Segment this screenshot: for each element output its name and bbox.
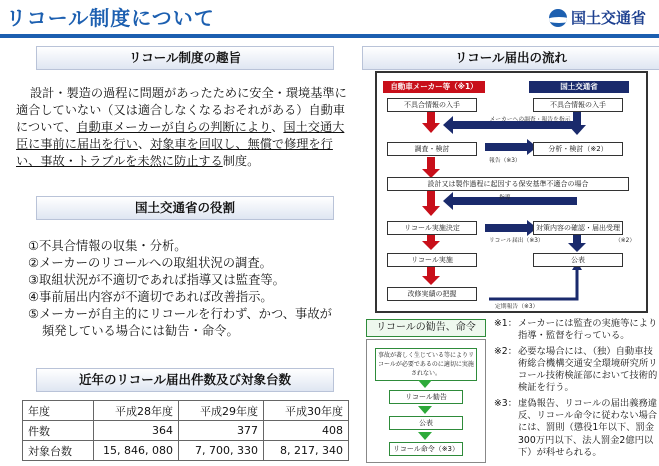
- role-item: ⑤メーカーが自主的にリコールを行わず、かつ、事故が: [28, 307, 332, 321]
- purpose-text: [16, 85, 356, 170]
- recall-flow-diagram: [375, 71, 648, 313]
- flow-step-maker: 調査・検討: [387, 142, 477, 156]
- down-arrow-icon: [568, 234, 586, 252]
- purpose-segment: 、: [271, 120, 284, 134]
- role-item: 頻発している場合には勧告・命令。: [42, 324, 239, 338]
- right-arrow-icon: [485, 220, 537, 236]
- table-cell: 377: [179, 421, 264, 441]
- purpose-heading: リコール制度の趣旨: [36, 46, 334, 70]
- down-arrow-icon: [422, 190, 440, 216]
- purpose-segment: 設計・製造の過程に問題があったために安全・環境基準に適合していない（又は適合しなくなるおそれがある）自動車について、: [16, 86, 347, 134]
- table-row: [23, 421, 349, 441]
- table-cell: 対象台数: [23, 441, 94, 461]
- report-label: 報告（※3）: [489, 158, 521, 164]
- instruct-label: メーカーへの調査・報告を指示: [489, 117, 571, 123]
- mlit-logo: [549, 7, 646, 28]
- flow-step-maker: リコール実施決定: [387, 221, 477, 235]
- purpose-emphasis: 自動車メーカーが自らの判断により: [76, 120, 272, 134]
- flow-step-maker-wide: 設計又は製作過程に起因する保安基準不適合の場合: [387, 177, 629, 191]
- roles-heading: 国土交通省の役割: [36, 196, 334, 220]
- table-cell: 件数: [23, 421, 94, 441]
- purpose-segment: 制度。: [222, 154, 260, 168]
- purpose-emphasis: 対象車を回収し、無償で修理を行い、事故・トラブルを未然に防止する: [16, 137, 333, 168]
- down-arrow-icon: [418, 406, 432, 414]
- page-title: リコール制度について: [6, 6, 215, 30]
- footnote-text: 必要な場合には、（独）自動車技術総合機構交通安全環境研究所リコール技術検証部において技術的検証を行う。: [518, 345, 658, 394]
- table-header-row: [23, 401, 349, 421]
- recall-report-label: リコール届出（※3）: [489, 238, 544, 244]
- footnote-text: メーカーには監査の実施等により指導・監督を行っている。: [518, 318, 658, 342]
- footnote: [494, 398, 658, 459]
- maker-column-header: 自動車メーカー等（※1）: [383, 81, 485, 93]
- footnote: [494, 346, 658, 395]
- table-header-cell: 平成28年度: [94, 401, 179, 421]
- footnote-mark: ※3：: [494, 397, 518, 409]
- guidance-label: 指導: [499, 195, 511, 201]
- purpose-segment: 、: [137, 137, 151, 151]
- table-header-cell: 平成30年度: [264, 401, 349, 421]
- table-row: [23, 441, 349, 461]
- down-arrow-icon: [422, 157, 440, 178]
- role-item: ③取組状況が不適切であれば指導又は監査等。: [28, 273, 285, 287]
- order-diagram: [366, 339, 486, 463]
- table-header-cell: 平成29年度: [179, 401, 264, 421]
- footnote-text: 虚偽報告、リコールの届出義務違反、リコール命令に従わない場合には、罰則（懲役1年以下、罰金300万円以下、法人罰金2億円以下）が科せられる。: [518, 397, 658, 458]
- mlit-logo-icon: [549, 9, 567, 27]
- purpose-paragraph: [16, 85, 356, 170]
- flow-step-maker: 改修実績の把握: [387, 287, 477, 301]
- flow-step-mlit: 不具合情報の入手: [533, 98, 623, 112]
- down-arrow-icon: [422, 265, 440, 285]
- role-item: ②メーカーのリコールへの取組状況の調査。: [28, 256, 272, 270]
- table-header-cell: 年度: [23, 401, 94, 421]
- flow-step-mlit: 分析・検討（※2）: [533, 142, 623, 156]
- footnote: [494, 318, 658, 343]
- table-cell: 408: [264, 421, 349, 441]
- order-step: リコール命令（※3）: [389, 442, 463, 456]
- role-item: ④事前届出内容が不適切であれば改善指示。: [28, 290, 273, 304]
- flow-step-mlit: 公表: [533, 253, 623, 267]
- recall-stats-table: [22, 400, 349, 461]
- periodic-report-label: 定期報告（※3）: [495, 304, 539, 310]
- order-step: リコール勧告: [389, 390, 463, 404]
- note2-label: （※2）: [615, 238, 636, 244]
- header-rule: [0, 34, 659, 38]
- role-item: ①不具合情報の収集・分析。: [28, 239, 187, 253]
- down-arrow-icon: [422, 233, 440, 250]
- down-arrow-icon: [418, 380, 432, 388]
- table-cell: 8, 217, 340: [264, 441, 349, 461]
- table-cell: 7, 700, 330: [179, 441, 264, 461]
- order-heading: リコールの勧告、命令: [366, 319, 486, 337]
- table-cell: 15, 846, 080: [94, 441, 179, 461]
- mlit-column-header: 国土交通省: [529, 81, 629, 93]
- flow-heading: リコール届出の流れ: [362, 46, 659, 70]
- roles-list: [28, 238, 358, 340]
- purpose-emphasis: 国土交通大臣に事前に届出を行い: [16, 120, 345, 151]
- flow-step-maker: 不具合情報の入手: [387, 98, 477, 112]
- footnote-mark: ※2：: [494, 345, 518, 357]
- footnote-mark: ※1：: [494, 318, 518, 329]
- order-step: 公表: [389, 416, 463, 430]
- logo-text: 国土交通省: [571, 9, 647, 27]
- table-cell: 364: [94, 421, 179, 441]
- right-arrow-icon: [485, 139, 537, 155]
- footnotes: [494, 318, 658, 462]
- order-condition: 事故が著しく生じている等によりリコールが必要であるのに適切に実施されない。: [375, 348, 477, 381]
- down-arrow-icon: [418, 432, 432, 440]
- flow-step-maker: リコール実施: [387, 253, 477, 267]
- flow-step-mlit: 対策内容の確認・届出受理: [533, 221, 623, 235]
- stats-heading: 近年のリコール届出件数及び対象台数: [36, 368, 334, 392]
- periodic-report-line: [489, 266, 577, 299]
